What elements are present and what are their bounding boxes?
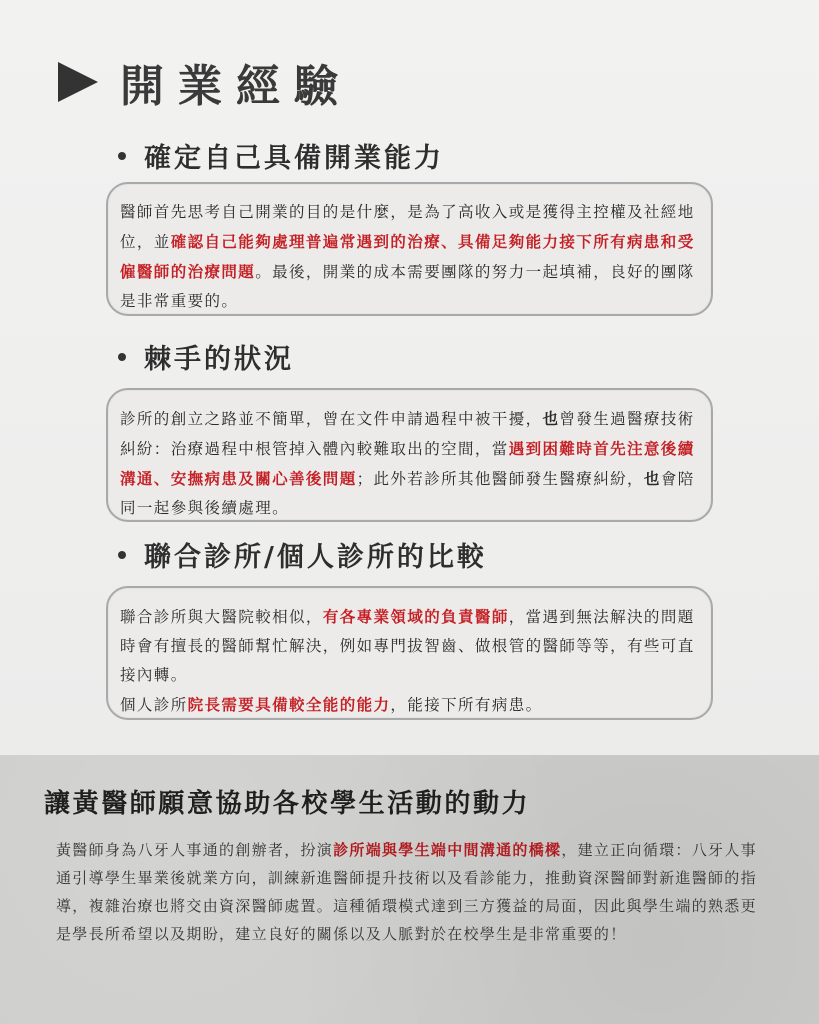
emphasis-text: 也 bbox=[542, 409, 560, 428]
bullet-dot-icon bbox=[118, 152, 126, 160]
paragraph-text: 聯合診所與大醫院較相似， bbox=[120, 608, 323, 626]
highlight-text: 診所端與學生端中間溝通的橋樑 bbox=[333, 841, 562, 859]
section-heading-3 bbox=[118, 535, 487, 574]
title-row bbox=[58, 50, 352, 114]
section-box-1 bbox=[106, 182, 713, 316]
section-box-2 bbox=[106, 388, 713, 522]
paragraph-text: 會陪同一起參與後續處理。 bbox=[120, 470, 695, 517]
bottom-title: 讓黃醫師願意協助各校學生活動的動力 bbox=[44, 789, 531, 819]
section-box-3 bbox=[106, 586, 713, 720]
highlight-text: 有各專業領域的負責醫師 bbox=[322, 607, 509, 626]
triangle-arrow-icon bbox=[58, 62, 98, 102]
paragraph-text: 個人診所 bbox=[120, 696, 188, 714]
section-heading-text: 確定自己具備開業能力 bbox=[144, 143, 444, 174]
section-heading-1 bbox=[118, 136, 444, 175]
section-heading-text: 棘手的狀況 bbox=[144, 344, 294, 375]
highlight-text: 遇到困難時首先注意後續溝通、安撫病患及關心善後問題 bbox=[120, 439, 695, 488]
highlight-text: 確認自己能夠處理普遍常遇到的治療、具備足夠能力接下所有病患和受僱醫師的治療問題 bbox=[120, 232, 695, 281]
paragraph-text: ，當遇到無法解決的問題時會有擅長的醫師幫忙解決，例如專門拔智齒、做根管的醫師等等，有些可直接內轉。 bbox=[120, 608, 695, 684]
section-heading-text: 聯合診所/個人診所的比較 bbox=[144, 542, 487, 573]
emphasis-text: 也 bbox=[643, 469, 661, 488]
paragraph-text: 醫師首先思考自己開業的目的是什麼，是為了高收入或是獲得主控權及社經地位，並 bbox=[120, 203, 695, 251]
highlight-text: 院長需要具備較全能的能力 bbox=[187, 695, 391, 714]
page-title: 開業經驗 bbox=[120, 61, 352, 112]
paragraph-text: 曾發生過醫療技術糾紛：治療過程中根管掉入體內較難取出的空間，當 bbox=[120, 410, 695, 458]
paragraph-text: ，建立正向循環：八牙人事通引導學生畢業後就業方向，訓練新進醫師提升技術以及看診能力，推動資深醫師對新進醫師的指導，複雜治療也將交由資深醫師處置。這種循環模式達到三方獲益的局面，因此與學生端的熟悉更是學長所希望以及期盼，建立良好的關係以及人脈對於在校學生是非常重要的！ bbox=[56, 841, 757, 943]
paragraph-text: 黃醫師身為八牙人事通的創辦者，扮演 bbox=[56, 841, 334, 859]
paragraph-text: ，能接下所有病患。 bbox=[390, 696, 543, 714]
bullet-dot-icon bbox=[118, 551, 126, 559]
bottom-paragraph bbox=[56, 836, 770, 948]
section-heading-2 bbox=[118, 337, 294, 376]
paragraph-text: 。最後，開業的成本需要團隊的努力一起填補，良好的團隊是非常重要的。 bbox=[120, 263, 695, 310]
paragraph-text: 診所的創立之路並不簡單，曾在文件申請過程中被干擾， bbox=[120, 410, 543, 428]
paragraph-text: ；此外若診所其他醫師發生醫療糾紛， bbox=[356, 470, 644, 488]
bullet-dot-icon bbox=[118, 353, 126, 361]
